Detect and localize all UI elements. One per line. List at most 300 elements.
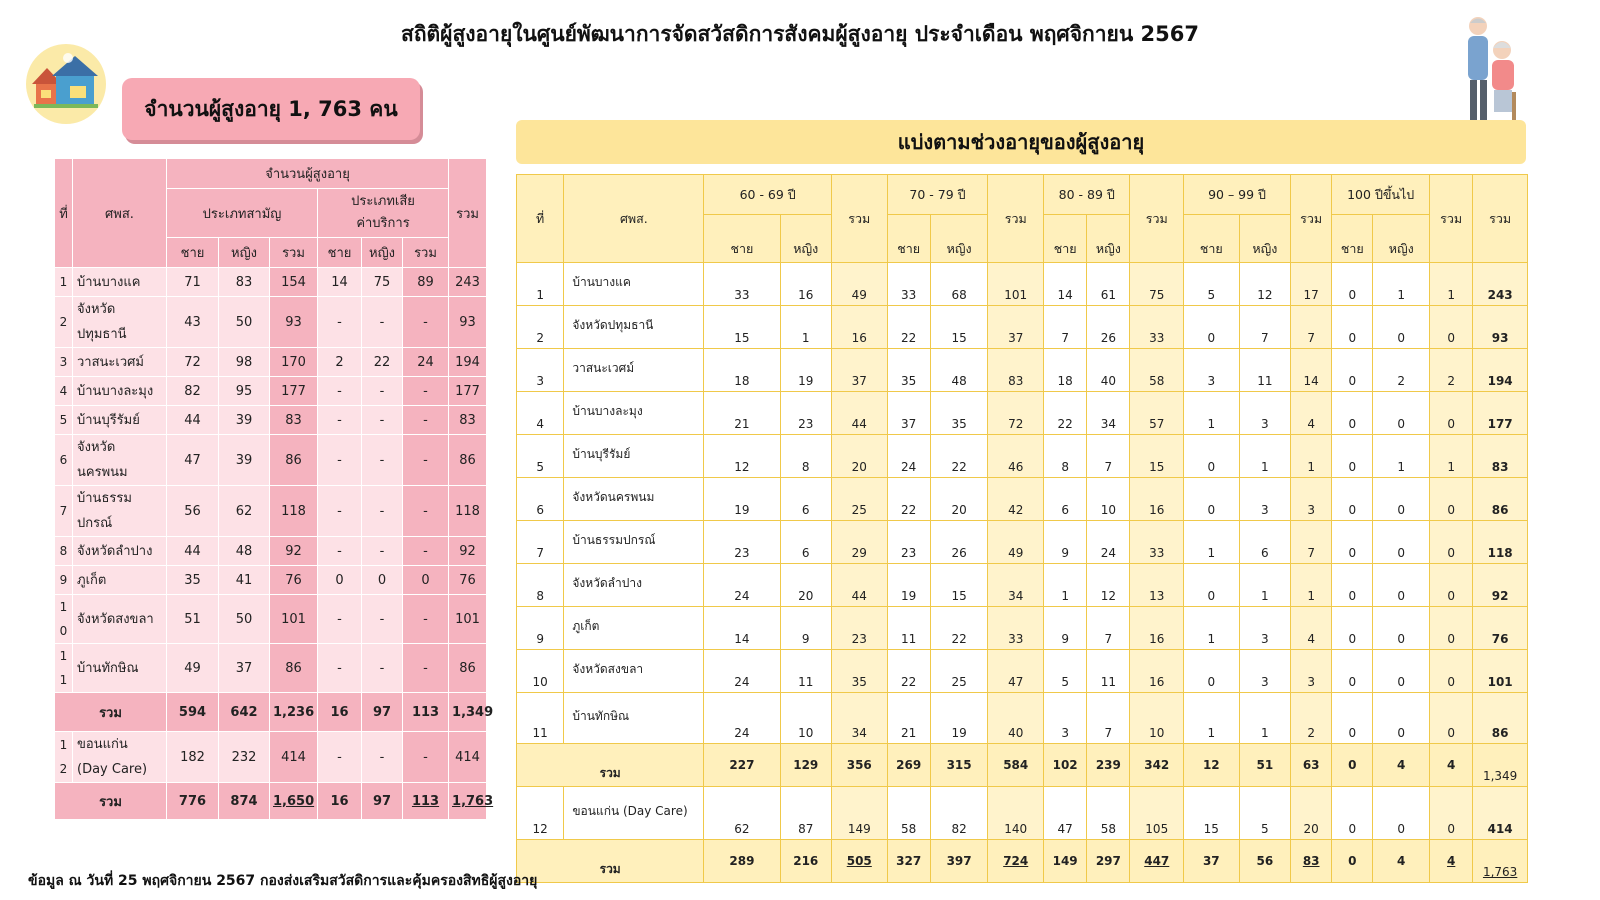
- cell-center: จังหวัดลำปาง: [73, 537, 167, 566]
- cell-age4-female: 12: [1239, 263, 1290, 306]
- cell-grand-total: 1,349: [449, 693, 487, 732]
- table-row: [517, 650, 1528, 693]
- cell-age1-sum: 505: [831, 840, 887, 883]
- cell-age4-male: 0: [1184, 306, 1240, 349]
- cell-center: ภูเก็ต: [564, 607, 704, 650]
- header-male: ชาย: [1332, 215, 1373, 263]
- cell-age4-male: 37: [1184, 840, 1240, 883]
- cell-age3-male: 7: [1044, 306, 1087, 349]
- cell-age1-female: 6: [780, 478, 831, 521]
- header-sum: รวม: [1430, 175, 1473, 263]
- cell-age4-female: 5: [1239, 787, 1290, 840]
- header-male: ชาย: [1044, 215, 1087, 263]
- cell-age5-female: 0: [1373, 521, 1430, 564]
- cell-paid-male: -: [318, 537, 362, 566]
- cell-age2-female: 22: [930, 607, 988, 650]
- cell-paid-sum: -: [403, 297, 449, 348]
- cell-age2-male: 22: [887, 650, 930, 693]
- cell-paid-male: 16: [318, 693, 362, 732]
- cell-paid-male: -: [318, 406, 362, 435]
- header-sum: รวม: [1291, 175, 1332, 263]
- table-row: [55, 435, 487, 486]
- cell-age5-sum: 0: [1430, 521, 1473, 564]
- cell-age3-female: 58: [1087, 787, 1130, 840]
- cell-age1-sum: 34: [831, 693, 887, 744]
- cell-age3-female: 10: [1087, 478, 1130, 521]
- cell-age2-sum: 46: [988, 435, 1044, 478]
- cell-paid-male: -: [318, 595, 362, 644]
- cell-age2-female: 26: [930, 521, 988, 564]
- cell-age3-sum: 16: [1130, 478, 1184, 521]
- header-paid: ประเภทเสีย ค่าบริการ: [318, 189, 449, 238]
- cell-age1-sum: 356: [831, 744, 887, 787]
- cell-age4-sum: 14: [1291, 349, 1332, 392]
- cell-age4-male: 3: [1184, 349, 1240, 392]
- cell-no: 1 0: [55, 595, 73, 644]
- cell-age1-female: 8: [780, 435, 831, 478]
- cell-paid-sum: 113: [403, 783, 449, 820]
- cell-age5-sum: 0: [1430, 693, 1473, 744]
- cell-paid-female: 75: [362, 268, 403, 297]
- cell-age4-sum: 3: [1291, 478, 1332, 521]
- header-sum: รวม: [270, 238, 318, 268]
- cell-age3-male: 5: [1044, 650, 1087, 693]
- cell-age4-sum: 1: [1291, 564, 1332, 607]
- cell-age4-female: 3: [1239, 607, 1290, 650]
- cell-age5-female: 0: [1373, 564, 1430, 607]
- cell-age1-male: 19: [704, 478, 780, 521]
- cell-no: 7: [517, 521, 564, 564]
- cell-age5-female: 0: [1373, 306, 1430, 349]
- cell-paid-sum: 89: [403, 268, 449, 297]
- cell-sum: 177: [270, 377, 318, 406]
- table-row: [517, 263, 1528, 306]
- cell-paid-female: -: [362, 297, 403, 348]
- cell-age3-female: 7: [1087, 693, 1130, 744]
- cell-center: จังหวัด นครพนม: [73, 435, 167, 486]
- table-row: [517, 478, 1528, 521]
- cell-no: 8: [517, 564, 564, 607]
- cell-age4-male: 0: [1184, 564, 1240, 607]
- cell-age5-male: 0: [1332, 650, 1373, 693]
- cell-age3-female: 26: [1087, 306, 1130, 349]
- cell-center: บ้านบางละมุง: [564, 392, 704, 435]
- cell-male: 56: [167, 486, 219, 537]
- header-age-80-89: 80 - 89 ปี: [1044, 175, 1130, 215]
- cell-age5-male: 0: [1332, 693, 1373, 744]
- cell-grand-total: 76: [1473, 607, 1528, 650]
- table-row: [55, 595, 487, 644]
- cell-grand-total: 86: [1473, 478, 1528, 521]
- table-row: [55, 486, 487, 537]
- cell-age5-male: 0: [1332, 744, 1373, 787]
- cell-center: บ้านบางแค: [73, 268, 167, 297]
- cell-age1-female: 20: [780, 564, 831, 607]
- cell-age3-female: 11: [1087, 650, 1130, 693]
- cell-age3-male: 102: [1044, 744, 1087, 787]
- cell-age1-female: 1: [780, 306, 831, 349]
- cell-paid-female: -: [362, 537, 403, 566]
- cell-male: 71: [167, 268, 219, 297]
- header-age-70-79: 70 - 79 ปี: [887, 175, 988, 215]
- table-row: [55, 566, 487, 595]
- cell-no: 2: [55, 297, 73, 348]
- cell-age1-male: 21: [704, 392, 780, 435]
- cell-age2-female: 22: [930, 435, 988, 478]
- cell-age5-male: 0: [1332, 392, 1373, 435]
- header-female: หญิง: [1373, 215, 1430, 263]
- cell-sum: 83: [270, 406, 318, 435]
- cell-no: 1: [517, 263, 564, 306]
- cell-grand-total: 101: [1473, 650, 1528, 693]
- cell-age3-female: 7: [1087, 607, 1130, 650]
- cell-no: 1 1: [55, 644, 73, 693]
- header-sum: รวม: [988, 175, 1044, 263]
- cell-no: 9: [517, 607, 564, 650]
- cell-age5-female: 0: [1373, 693, 1430, 744]
- cell-age2-sum: 47: [988, 650, 1044, 693]
- cell-female: 50: [219, 297, 270, 348]
- table-row: [55, 268, 487, 297]
- header-male: ชาย: [1184, 215, 1240, 263]
- cell-age2-male: 327: [887, 840, 930, 883]
- cell-paid-sum: 0: [403, 566, 449, 595]
- cell-age4-male: 0: [1184, 435, 1240, 478]
- cell-age3-female: 7: [1087, 435, 1130, 478]
- cell-age3-male: 149: [1044, 840, 1087, 883]
- table-row: [517, 521, 1528, 564]
- cell-center: บ้านธรรมปกรณ์: [564, 521, 704, 564]
- cell-age5-female: 4: [1373, 840, 1430, 883]
- cell-sum: 86: [270, 435, 318, 486]
- cell-female: 39: [219, 406, 270, 435]
- table-total-row: [517, 840, 1528, 883]
- cell-grand-total: 177: [1473, 392, 1528, 435]
- cell-grand-total: 177: [449, 377, 487, 406]
- cell-age3-male: 9: [1044, 607, 1087, 650]
- cell-age4-female: 1: [1239, 693, 1290, 744]
- table-subtotal-row: [55, 693, 487, 732]
- header-age-60-69: 60 - 69 ปี: [704, 175, 832, 215]
- cell-age5-sum: 0: [1430, 392, 1473, 435]
- cell-paid-female: -: [362, 435, 403, 486]
- cell-female: 62: [219, 486, 270, 537]
- cell-age5-female: 0: [1373, 392, 1430, 435]
- cell-age2-sum: 83: [988, 349, 1044, 392]
- cell-age2-sum: 33: [988, 607, 1044, 650]
- cell-paid-male: -: [318, 377, 362, 406]
- cell-female: 50: [219, 595, 270, 644]
- table-row: [517, 607, 1528, 650]
- cell-center: ภูเก็ต: [73, 566, 167, 595]
- header-male: ชาย: [167, 238, 219, 268]
- cell-age1-male: 23: [704, 521, 780, 564]
- cell-age5-sum: 1: [1430, 435, 1473, 478]
- cell-age2-sum: 34: [988, 564, 1044, 607]
- cell-male: 776: [167, 783, 219, 820]
- cell-age1-male: 289: [704, 840, 780, 883]
- cell-center: จังหวัด ปทุมธานี: [73, 297, 167, 348]
- table-row: [55, 297, 487, 348]
- table-row: [517, 392, 1528, 435]
- cell-age1-female: 23: [780, 392, 831, 435]
- cell-age2-male: 33: [887, 263, 930, 306]
- cell-age3-male: 47: [1044, 787, 1087, 840]
- cell-age5-male: 0: [1332, 435, 1373, 478]
- cell-age4-male: 0: [1184, 478, 1240, 521]
- cell-sum: 101: [270, 595, 318, 644]
- cell-center: บ้านทักษิณ: [564, 693, 704, 744]
- cell-age3-female: 24: [1087, 521, 1130, 564]
- cell-age4-male: 1: [1184, 392, 1240, 435]
- cell-age5-male: 0: [1332, 564, 1373, 607]
- cell-grand-total: 243: [1473, 263, 1528, 306]
- cell-age3-sum: 75: [1130, 263, 1184, 306]
- table-row: [55, 644, 487, 693]
- cell-age2-female: 15: [930, 306, 988, 349]
- cell-paid-sum: 113: [403, 693, 449, 732]
- elderly-couple-icon: [1458, 14, 1528, 132]
- cell-paid-sum: -: [403, 537, 449, 566]
- header-female: หญิง: [1087, 215, 1130, 263]
- cell-no: 12: [517, 787, 564, 840]
- cell-age3-sum: 33: [1130, 521, 1184, 564]
- header-no: ที่: [517, 175, 564, 263]
- cell-age4-sum: 7: [1291, 521, 1332, 564]
- cell-paid-female: -: [362, 486, 403, 537]
- cell-male: 43: [167, 297, 219, 348]
- cell-sum: 154: [270, 268, 318, 297]
- cell-center: จังหวัดสงขลา: [564, 650, 704, 693]
- cell-center: บ้านธรรม ปกรณ์: [73, 486, 167, 537]
- cell-grand-total: 76: [449, 566, 487, 595]
- cell-age3-sum: 16: [1130, 607, 1184, 650]
- header-female: หญิง: [1239, 215, 1290, 263]
- cell-age4-sum: 63: [1291, 744, 1332, 787]
- cell-age4-female: 3: [1239, 392, 1290, 435]
- cell-age5-male: 0: [1332, 787, 1373, 840]
- cell-grand-total: 93: [449, 297, 487, 348]
- cell-age5-sum: 4: [1430, 744, 1473, 787]
- cell-age4-sum: 2: [1291, 693, 1332, 744]
- cell-age3-male: 18: [1044, 349, 1087, 392]
- cell-center: วาสนะเวศม์: [73, 348, 167, 377]
- header-general: ประเภทสามัญ: [167, 189, 318, 238]
- header-male: ชาย: [887, 215, 930, 263]
- cell-label: รวม: [55, 783, 167, 820]
- cell-age3-female: 34: [1087, 392, 1130, 435]
- cell-age4-female: 3: [1239, 478, 1290, 521]
- cell-label: รวม: [517, 840, 704, 883]
- cell-grand-total: 83: [449, 406, 487, 435]
- cell-age5-sum: 0: [1430, 650, 1473, 693]
- cell-no: 3: [55, 348, 73, 377]
- cell-age4-male: 15: [1184, 787, 1240, 840]
- cell-age2-male: 269: [887, 744, 930, 787]
- cell-grand-total: 1,763: [1473, 840, 1528, 883]
- cell-age5-male: 0: [1332, 263, 1373, 306]
- cell-age1-sum: 44: [831, 564, 887, 607]
- cell-grand-total: 1,349: [1473, 744, 1528, 787]
- header-grand-total: รวม: [449, 159, 487, 268]
- cell-age5-female: 0: [1373, 650, 1430, 693]
- cell-age1-female: 11: [780, 650, 831, 693]
- cell-paid-male: -: [318, 297, 362, 348]
- cell-age2-male: 11: [887, 607, 930, 650]
- cell-paid-male: 0: [318, 566, 362, 595]
- cell-age3-sum: 105: [1130, 787, 1184, 840]
- cell-age5-sum: 0: [1430, 607, 1473, 650]
- cell-sum: 414: [270, 732, 318, 783]
- cell-age2-male: 22: [887, 478, 930, 521]
- header-age-90-99: 90 – 99 ปี: [1184, 175, 1291, 215]
- cell-age2-female: 68: [930, 263, 988, 306]
- cell-center: จังหวัดสงขลา: [73, 595, 167, 644]
- cell-grand-total: 83: [1473, 435, 1528, 478]
- cell-age5-sum: 0: [1430, 306, 1473, 349]
- cell-age5-female: 2: [1373, 349, 1430, 392]
- cell-female: 41: [219, 566, 270, 595]
- cell-age2-male: 35: [887, 349, 930, 392]
- cell-center: จังหวัดลำปาง: [564, 564, 704, 607]
- cell-grand-total: 414: [449, 732, 487, 783]
- cell-age2-sum: 140: [988, 787, 1044, 840]
- cell-age2-sum: 584: [988, 744, 1044, 787]
- cell-age1-male: 12: [704, 435, 780, 478]
- cell-grand-total: 1,763: [449, 783, 487, 820]
- cell-age1-female: 87: [780, 787, 831, 840]
- cell-paid-male: 14: [318, 268, 362, 297]
- table-total-row: [55, 783, 487, 820]
- cell-age1-female: 129: [780, 744, 831, 787]
- cell-paid-sum: -: [403, 595, 449, 644]
- cell-center: บ้านทักษิณ: [73, 644, 167, 693]
- cell-age1-male: 33: [704, 263, 780, 306]
- cell-age5-sum: 0: [1430, 564, 1473, 607]
- cell-grand-total: 86: [449, 644, 487, 693]
- cell-age3-sum: 33: [1130, 306, 1184, 349]
- table-row: [55, 732, 487, 783]
- cell-age1-male: 24: [704, 650, 780, 693]
- cell-paid-female: -: [362, 595, 403, 644]
- cell-center: ขอนแก่น (Day Care): [73, 732, 167, 783]
- header-female: หญิง: [362, 238, 403, 268]
- cell-paid-female: -: [362, 732, 403, 783]
- cell-age3-female: 297: [1087, 840, 1130, 883]
- cell-age4-sum: 1: [1291, 435, 1332, 478]
- cell-female: 874: [219, 783, 270, 820]
- table-row: [55, 377, 487, 406]
- cell-age1-female: 16: [780, 263, 831, 306]
- cell-age1-sum: 35: [831, 650, 887, 693]
- cell-center: ขอนแก่น (Day Care): [564, 787, 704, 840]
- cell-sum: 170: [270, 348, 318, 377]
- cell-male: 35: [167, 566, 219, 595]
- cell-age2-sum: 724: [988, 840, 1044, 883]
- cell-age2-sum: 72: [988, 392, 1044, 435]
- cell-female: 232: [219, 732, 270, 783]
- cell-paid-male: 2: [318, 348, 362, 377]
- cell-sum: 76: [270, 566, 318, 595]
- cell-grand-total: 118: [1473, 521, 1528, 564]
- cell-age1-female: 216: [780, 840, 831, 883]
- cell-grand-total: 86: [449, 435, 487, 486]
- cell-grand-total: 414: [1473, 787, 1528, 840]
- cell-age4-female: 6: [1239, 521, 1290, 564]
- cell-age1-male: 62: [704, 787, 780, 840]
- cell-male: 594: [167, 693, 219, 732]
- cell-age1-sum: 44: [831, 392, 887, 435]
- cell-age2-female: 15: [930, 564, 988, 607]
- header-center: ศพส.: [564, 175, 704, 263]
- cell-no: 10: [517, 650, 564, 693]
- table-row: [55, 537, 487, 566]
- header-center: ศพส.: [73, 159, 167, 268]
- cell-age2-sum: 40: [988, 693, 1044, 744]
- cell-age3-sum: 342: [1130, 744, 1184, 787]
- cell-grand-total: 194: [1473, 349, 1528, 392]
- cell-grand-total: 86: [1473, 693, 1528, 744]
- header-no: ที่: [55, 159, 73, 268]
- cell-age2-female: 20: [930, 478, 988, 521]
- cell-label: รวม: [55, 693, 167, 732]
- cell-age3-male: 3: [1044, 693, 1087, 744]
- cell-age1-sum: 49: [831, 263, 887, 306]
- page-title: สถิติผู้สูงอายุในศูนย์พัฒนาการจัดสวัสดิการสังคมผู้สูงอายุ ประจำเดือน พฤศจิกายน 2567: [401, 22, 1199, 46]
- table-row: [517, 693, 1528, 744]
- cell-age4-sum: 7: [1291, 306, 1332, 349]
- cell-age2-sum: 101: [988, 263, 1044, 306]
- cell-age2-male: 21: [887, 693, 930, 744]
- data-source-note: ข้อมูล ณ วันที่ 25 พฤศจิกายน 2567 กองส่งเสริมสวัสดิการและคุ้มครองสิทธิผู้สูงอายุ: [28, 873, 538, 889]
- cell-no: 11: [517, 693, 564, 744]
- cell-no: 5: [517, 435, 564, 478]
- cell-female: 83: [219, 268, 270, 297]
- cell-no: 6: [55, 435, 73, 486]
- cell-age4-sum: 3: [1291, 650, 1332, 693]
- cell-age4-sum: 20: [1291, 787, 1332, 840]
- header-male: ชาย: [318, 238, 362, 268]
- cell-age5-female: 0: [1373, 607, 1430, 650]
- cell-male: 47: [167, 435, 219, 486]
- cell-no: 6: [517, 478, 564, 521]
- cell-paid-female: 0: [362, 566, 403, 595]
- cell-no: 4: [55, 377, 73, 406]
- cell-age3-sum: 13: [1130, 564, 1184, 607]
- cell-age1-male: 24: [704, 693, 780, 744]
- cell-age5-sum: 0: [1430, 478, 1473, 521]
- cell-age4-female: 51: [1239, 744, 1290, 787]
- cell-age1-female: 19: [780, 349, 831, 392]
- cell-sum: 1,236: [270, 693, 318, 732]
- cell-age2-female: 82: [930, 787, 988, 840]
- cell-grand-total: 92: [1473, 564, 1528, 607]
- cell-age3-sum: 57: [1130, 392, 1184, 435]
- header-age-100-plus: 100 ปีขึ้นไป: [1332, 175, 1430, 215]
- elderly-by-type-table: [54, 158, 494, 820]
- table-row: [517, 306, 1528, 349]
- cell-age3-female: 61: [1087, 263, 1130, 306]
- table-row: [55, 348, 487, 377]
- cell-age5-sum: 0: [1430, 787, 1473, 840]
- cell-age4-female: 7: [1239, 306, 1290, 349]
- header-female: หญิง: [219, 238, 270, 268]
- cell-age2-male: 37: [887, 392, 930, 435]
- cell-paid-sum: -: [403, 435, 449, 486]
- cell-age4-male: 12: [1184, 744, 1240, 787]
- cell-paid-male: -: [318, 732, 362, 783]
- cell-age1-female: 6: [780, 521, 831, 564]
